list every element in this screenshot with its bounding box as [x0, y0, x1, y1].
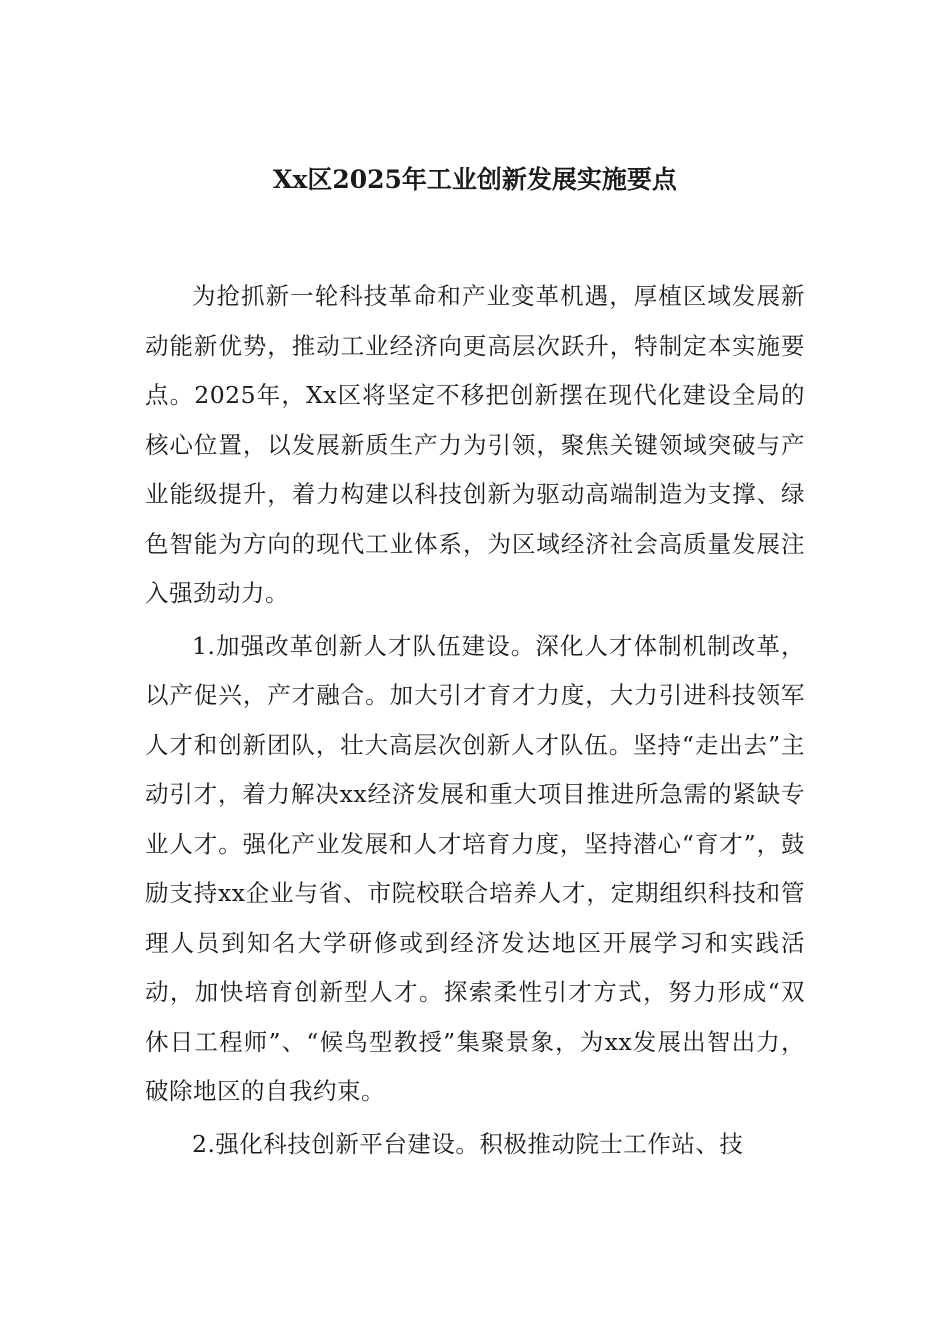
- intro-paragraph: 为抢抓新一轮科技革命和产业变革机遇，厚植区域发展新动能新优势，推动工业经济向更高层次跃升，特制定本实施要点。2025年，Xx区将坚定不移把创新摆在现代化建设全局的核心位置，以发展新质生产力为引领，聚焦关键领域突破与产业能级提升，着力构建以科技创新为驱动高端制造为支撑、绿色智能为方向的现代工业体系，为区域经济社会高质量发展注入强劲动力。: [145, 282, 805, 607]
- document-body: [145, 272, 805, 1172]
- section-1-paragraph: 1.加强改革创新人才队伍建设。深化人才体制机制改革，以产促兴，产才融合。加大引才育才力度，大力引进科技领军人才和创新团队，壮大高层次创新人才队伍。坚持“走出去”主动引才，着力解决xx经济发展和重大项目推进所急需的紧缺专业人才。强化产业发展和人才培育力度，坚持潜心“育才”，鼓励支持xx企业与省、市院校联合培养人才，定期组织科技和管理人员到知名大学研修或到经济发达地区开展学习和实践活动，加快培育创新型人才。探索柔性引才方式，努力形成“双休日工程师”、“候鸟型教授”集聚景象，为xx发展出智出力，破除地区的自我约束。: [145, 631, 805, 1105]
- document-title: Xx区2025年工业创新发展实施要点: [273, 165, 677, 194]
- section-2-paragraph: 2.强化科技创新平台建设。积极推动院士工作站、技: [192, 1129, 744, 1158]
